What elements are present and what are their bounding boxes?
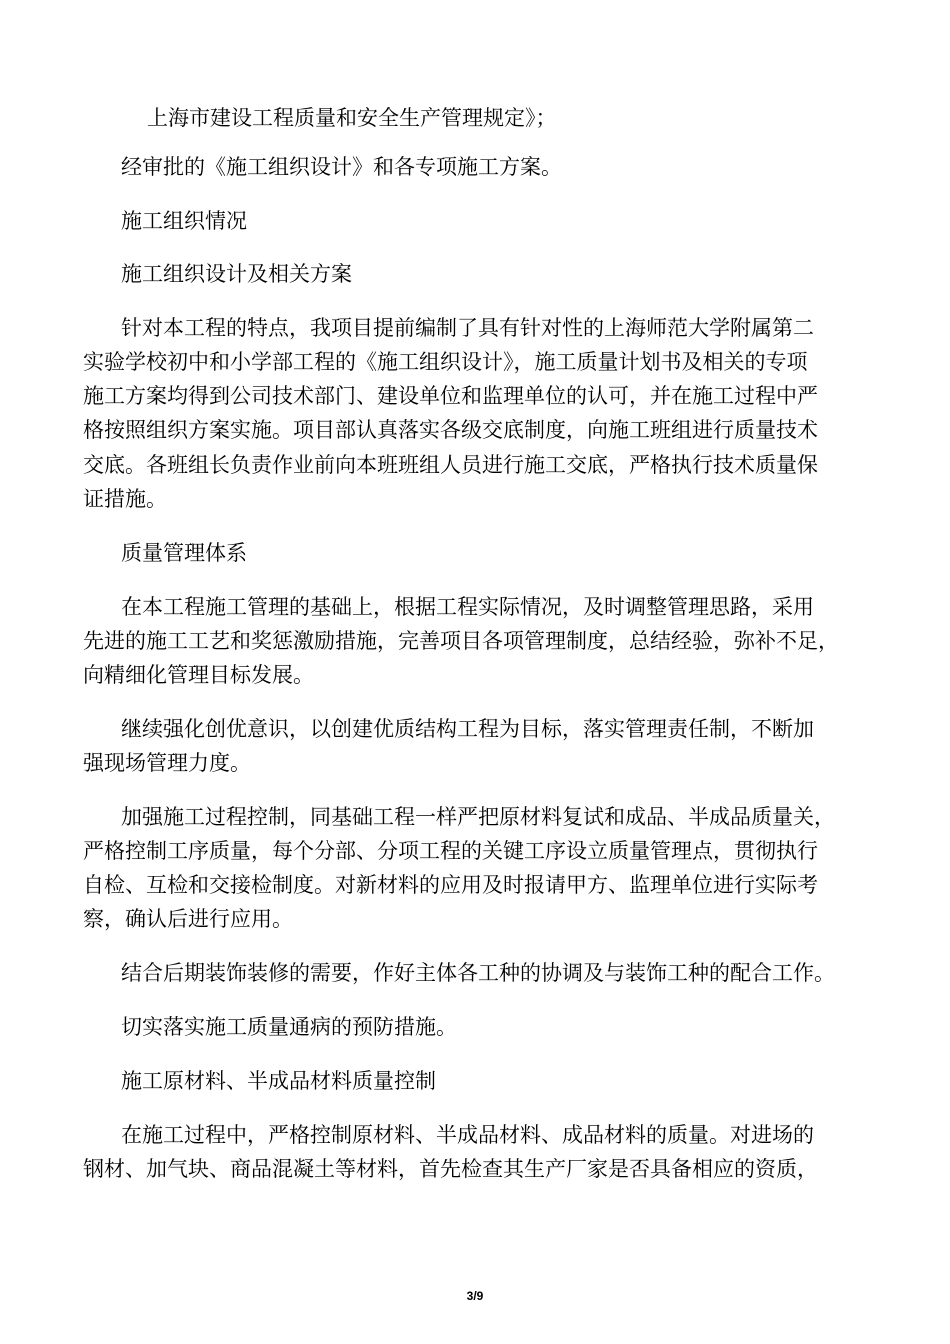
page-number: 3/9 — [466, 1289, 484, 1303]
text-line: 向精细化管理目标发展。 — [83, 663, 314, 687]
text-line: 实验学校初中和小学部工程的《施工组织设计》，施工质量计划书及相关的专项 — [83, 350, 808, 374]
section-heading: 施工组织情况 — [121, 209, 247, 233]
text-line: 察，确认后进行应用。 — [83, 907, 293, 931]
section-heading: 质量管理体系 — [121, 541, 247, 565]
text-line: 结合后期装饰装修的需要，作好主体各工种的协调及与装饰工种的配合工作。 — [121, 961, 835, 985]
text-line: 在施工过程中，严格控制原材料、半成品材料、成品材料的质量。对进场的 — [121, 1123, 814, 1147]
text-line: 先进的施工工艺和奖惩激励措施，完善项目各项管理制度，总结经验，弥补不足， — [83, 629, 839, 653]
text-line: 严格控制工序质量，每个分部、分项工程的关键工序设立质量管理点，贯彻执行 — [83, 839, 818, 863]
text-line: 继续强化创优意识，以创建优质结构工程为目标，落实管理责任制，不断加 — [121, 717, 814, 741]
text-line: 强现场管理力度。 — [83, 751, 251, 775]
text-line: 交底。各班组长负责作业前向本班班组人员进行施工交底，严格执行技术质量保 — [83, 453, 818, 477]
text-line: 针对本工程的特点，我项目提前编制了具有针对性的上海师范大学附属第二 — [121, 316, 814, 340]
text-line: 切实落实施工质量通病的预防措施。 — [121, 1015, 457, 1039]
text-line: 在本工程施工管理的基础上，根据工程实际情况，及时调整管理思路，采用 — [121, 595, 814, 619]
text-line: 钢材、加气块、商品混凝土等材料，首先检查其生产厂家是否具备相应的资质， — [83, 1157, 818, 1181]
text-line: 经审批的《施工组织设计》和各专项施工方案。 — [121, 155, 562, 179]
text-line: 上海市建设工程质量和安全生产管理规定》； — [147, 106, 557, 130]
text-line: 加强施工过程控制，同基础工程一样严把原材料复试和成品、半成品质量关， — [121, 805, 835, 829]
text-line: 格按照组织方案实施。项目部认真落实各级交底制度，向施工班组进行质量技术 — [83, 418, 818, 442]
section-heading: 施工组织设计及相关方案 — [121, 262, 352, 286]
text-line: 自检、互检和交接检制度。对新材料的应用及时报请甲方、监理单位进行实际考 — [83, 873, 818, 897]
text-line: 证措施。 — [83, 487, 167, 511]
section-heading: 施工原材料、半成品材料质量控制 — [121, 1069, 436, 1093]
text-line: 施工方案均得到公司技术部门、建设单位和监理单位的认可，并在施工过程中严 — [83, 384, 818, 408]
